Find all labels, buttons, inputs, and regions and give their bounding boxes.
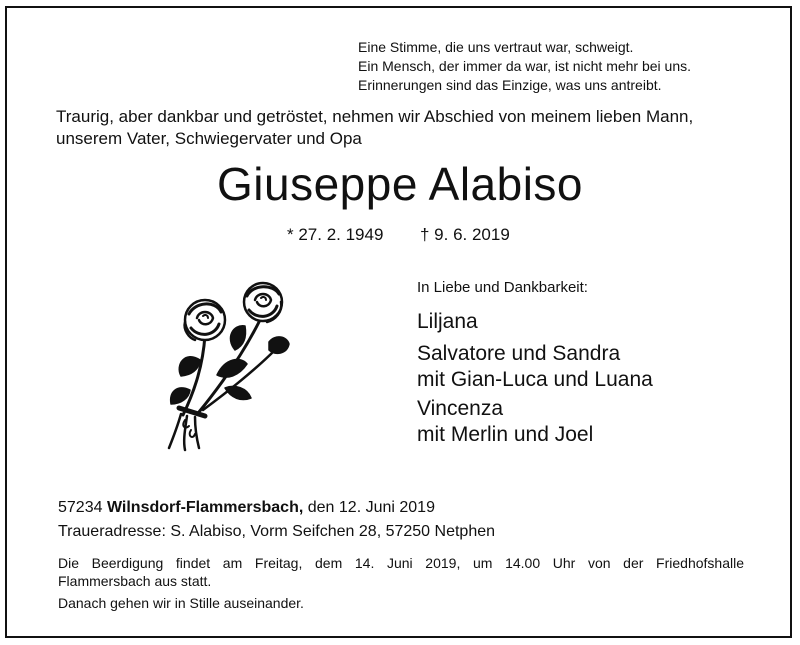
- poem-line: Ein Mensch, der immer da war, ist nicht mehr bei uns.: [358, 58, 692, 74]
- deceased-name: Giuseppe Alabiso: [216, 158, 584, 210]
- family-line: mit Gian-Luca und Luana: [417, 368, 653, 391]
- poem-line: Eine Stimme, die uns vertraut war, schweigt.: [358, 39, 634, 55]
- death-date: † 9. 6. 2019: [420, 225, 510, 244]
- family-line: Salvatore und Sandra: [417, 342, 621, 365]
- birth-date: * 27. 2. 1949: [287, 225, 384, 244]
- intro-line: Traurig, aber dankbar und getröstet, nehmen wir Abschied von meinem lieben Mann,: [56, 107, 694, 126]
- notice-date: den 12. Juni 2019: [307, 499, 435, 516]
- family-line: mit Merlin und Joel: [417, 423, 594, 446]
- poem: [358, 38, 691, 95]
- funeral-info: [58, 554, 744, 590]
- family-member: [417, 309, 478, 335]
- intro-line: unserem Vater, Schwiegervater und Opa: [56, 129, 362, 148]
- poem-line: Erinnerungen sind das Einzige, was uns antreibt.: [358, 77, 662, 93]
- mourning-address: Traueradresse: S. Alabiso, Vorm Seifchen 28, 57250 Netphen: [58, 523, 496, 540]
- funeral-line: Flammersbach aus statt.: [58, 573, 212, 589]
- family-line: Vincenza: [417, 397, 504, 420]
- family-member: [417, 341, 653, 393]
- place-date-line: [58, 497, 435, 518]
- town-name: Wilnsdorf-Flammersbach,: [106, 499, 304, 516]
- intro-text: [56, 106, 693, 150]
- roses-bouquet-icon: [155, 280, 300, 460]
- funeral-line: Die Beerdigung findet am Freitag, dem 14. Juni 2019, um 14.00 Uhr von der Friedhofshalle: [58, 555, 744, 571]
- zip-code: 57234: [58, 499, 103, 516]
- closing-note: Danach gehen wir in Stille auseinander.: [58, 595, 304, 611]
- obituary-frame: [5, 6, 792, 638]
- family-line: Liljana: [417, 310, 478, 333]
- family-member: [417, 396, 593, 448]
- thanks-heading: In Liebe und Dankbarkeit:: [417, 279, 588, 296]
